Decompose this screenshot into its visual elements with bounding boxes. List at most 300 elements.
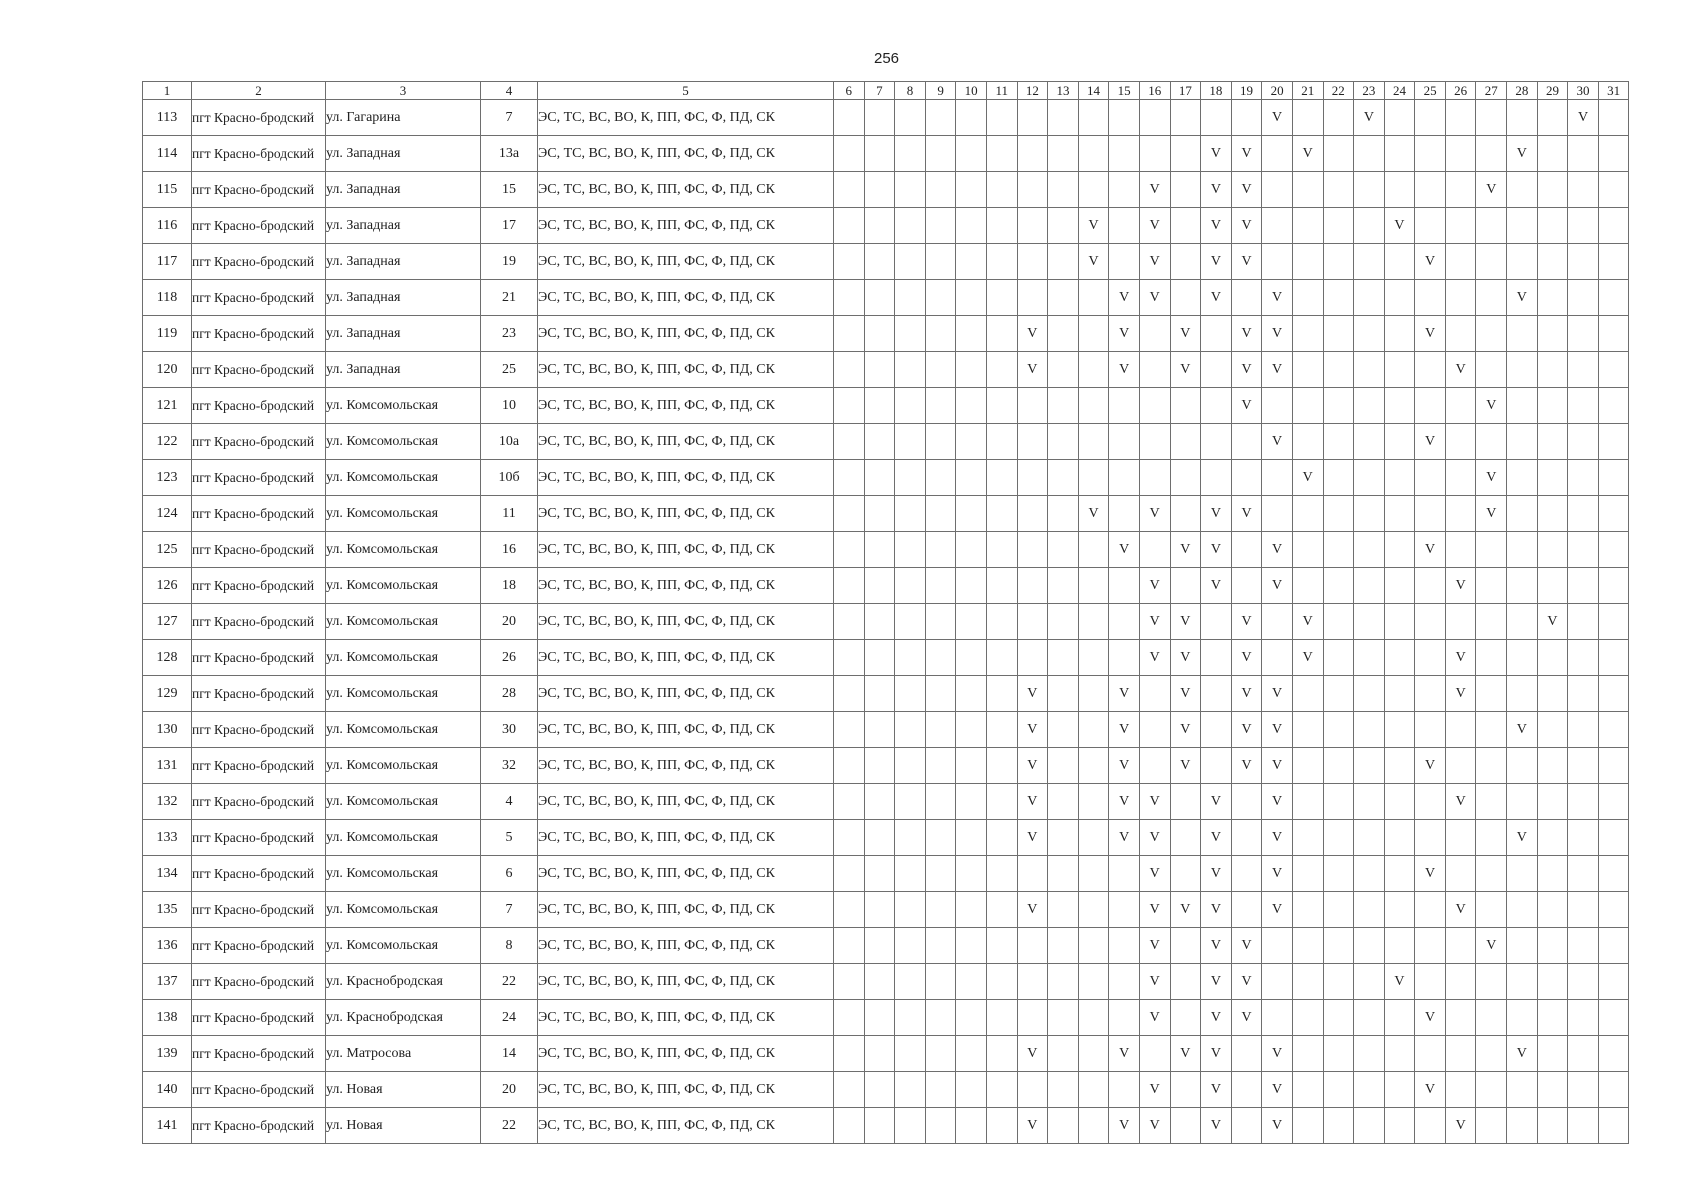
house-number-cell: 19 <box>481 244 538 280</box>
empty-cell <box>1292 532 1323 568</box>
empty-cell <box>1170 388 1201 424</box>
table-row <box>143 640 1629 676</box>
empty-cell <box>1476 532 1507 568</box>
empty-cell <box>1078 1000 1109 1036</box>
empty-cell <box>834 244 865 280</box>
empty-cell <box>1507 784 1538 820</box>
column-header-19: 19 <box>1231 82 1262 100</box>
empty-cell <box>1354 1072 1385 1108</box>
empty-cell <box>1537 136 1568 172</box>
empty-cell <box>1476 352 1507 388</box>
empty-cell <box>1139 100 1170 136</box>
check-mark: V <box>1415 856 1446 892</box>
house-number-cell: 14 <box>481 1036 538 1072</box>
empty-cell <box>1537 676 1568 712</box>
empty-cell <box>895 604 926 640</box>
street-cell: ул. Комсомольская <box>326 820 481 856</box>
empty-cell <box>1384 712 1415 748</box>
empty-cell <box>1384 1000 1415 1036</box>
empty-cell <box>1078 784 1109 820</box>
empty-cell <box>834 1108 865 1144</box>
check-mark: V <box>1415 1000 1446 1036</box>
table-row <box>143 1108 1629 1144</box>
services-cell: ЭС, ТС, ВС, ВО, К, ПП, ФС, Ф, ПД, СК <box>538 100 834 136</box>
column-header-20: 20 <box>1262 82 1293 100</box>
column-header-22: 22 <box>1323 82 1354 100</box>
empty-cell <box>1568 1108 1599 1144</box>
empty-cell <box>1384 460 1415 496</box>
empty-cell <box>925 208 956 244</box>
house-number-cell: 22 <box>481 964 538 1000</box>
empty-cell <box>925 640 956 676</box>
empty-cell <box>895 892 926 928</box>
empty-cell <box>1262 928 1293 964</box>
empty-cell <box>1537 244 1568 280</box>
house-number-cell: 10б <box>481 460 538 496</box>
check-mark: V <box>1231 928 1262 964</box>
empty-cell <box>986 928 1017 964</box>
empty-cell <box>895 100 926 136</box>
empty-cell <box>1292 1000 1323 1036</box>
empty-cell <box>1598 640 1629 676</box>
street-cell: ул. Западная <box>326 352 481 388</box>
check-mark: V <box>1262 1072 1293 1108</box>
row-number: 131 <box>143 748 192 784</box>
check-mark: V <box>1476 172 1507 208</box>
empty-cell <box>1017 208 1048 244</box>
row-number: 136 <box>143 928 192 964</box>
empty-cell <box>1598 1000 1629 1036</box>
check-mark: V <box>1139 1072 1170 1108</box>
empty-cell <box>956 820 987 856</box>
empty-cell <box>864 280 895 316</box>
empty-cell <box>1078 712 1109 748</box>
settlement-cell: пгт Красно-бродский <box>192 352 326 388</box>
empty-cell <box>1231 280 1262 316</box>
empty-cell <box>1017 424 1048 460</box>
empty-cell <box>1139 1036 1170 1072</box>
table-row <box>143 496 1629 532</box>
check-mark: V <box>1078 208 1109 244</box>
empty-cell <box>1292 676 1323 712</box>
row-number: 113 <box>143 100 192 136</box>
row-number: 116 <box>143 208 192 244</box>
empty-cell <box>956 532 987 568</box>
empty-cell <box>956 1000 987 1036</box>
empty-cell <box>1017 604 1048 640</box>
street-cell: ул. Западная <box>326 244 481 280</box>
check-mark: V <box>1415 748 1446 784</box>
empty-cell <box>1537 640 1568 676</box>
empty-cell <box>1323 280 1354 316</box>
empty-cell <box>1078 532 1109 568</box>
check-mark: V <box>1170 676 1201 712</box>
check-mark: V <box>1017 316 1048 352</box>
empty-cell <box>1507 856 1538 892</box>
empty-cell <box>986 316 1017 352</box>
check-mark: V <box>1109 820 1140 856</box>
empty-cell <box>1109 604 1140 640</box>
row-number: 121 <box>143 388 192 424</box>
empty-cell <box>864 784 895 820</box>
empty-cell <box>1568 784 1599 820</box>
empty-cell <box>1078 100 1109 136</box>
empty-cell <box>1598 244 1629 280</box>
empty-cell <box>1354 748 1385 784</box>
table-row <box>143 856 1629 892</box>
check-mark: V <box>1109 712 1140 748</box>
empty-cell <box>864 568 895 604</box>
empty-cell <box>1568 928 1599 964</box>
empty-cell <box>864 352 895 388</box>
check-mark: V <box>1109 676 1140 712</box>
row-number: 133 <box>143 820 192 856</box>
empty-cell <box>1170 496 1201 532</box>
empty-cell <box>1078 460 1109 496</box>
empty-cell <box>1445 1000 1476 1036</box>
empty-cell <box>1262 136 1293 172</box>
empty-cell <box>1568 172 1599 208</box>
house-number-cell: 4 <box>481 784 538 820</box>
services-cell: ЭС, ТС, ВС, ВО, К, ПП, ФС, Ф, ПД, СК <box>538 964 834 1000</box>
settlement-cell: пгт Красно-бродский <box>192 676 326 712</box>
empty-cell <box>1017 1072 1048 1108</box>
check-mark: V <box>1170 712 1201 748</box>
empty-cell <box>895 424 926 460</box>
empty-cell <box>1568 604 1599 640</box>
empty-cell <box>895 928 926 964</box>
house-number-cell: 25 <box>481 352 538 388</box>
empty-cell <box>925 244 956 280</box>
settlement-cell: пгт Красно-бродский <box>192 568 326 604</box>
empty-cell <box>1139 316 1170 352</box>
services-cell: ЭС, ТС, ВС, ВО, К, ПП, ФС, Ф, ПД, СК <box>538 640 834 676</box>
check-mark: V <box>1262 532 1293 568</box>
empty-cell <box>1384 244 1415 280</box>
empty-cell <box>1323 892 1354 928</box>
column-header-30: 30 <box>1568 82 1599 100</box>
empty-cell <box>925 676 956 712</box>
empty-cell <box>1231 784 1262 820</box>
empty-cell <box>1078 316 1109 352</box>
row-number: 118 <box>143 280 192 316</box>
empty-cell <box>1384 604 1415 640</box>
empty-cell <box>1415 928 1446 964</box>
empty-cell <box>1262 1000 1293 1036</box>
empty-cell <box>986 1072 1017 1108</box>
column-header-29: 29 <box>1537 82 1568 100</box>
empty-cell <box>834 928 865 964</box>
check-mark: V <box>1292 460 1323 496</box>
empty-cell <box>1078 604 1109 640</box>
empty-cell <box>1231 856 1262 892</box>
empty-cell <box>1201 100 1232 136</box>
services-cell: ЭС, ТС, ВС, ВО, К, ПП, ФС, Ф, ПД, СК <box>538 784 834 820</box>
empty-cell <box>864 856 895 892</box>
empty-cell <box>895 208 926 244</box>
empty-cell <box>1415 712 1446 748</box>
empty-cell <box>1598 1108 1629 1144</box>
empty-cell <box>1568 568 1599 604</box>
empty-cell <box>1507 352 1538 388</box>
check-mark: V <box>1476 928 1507 964</box>
empty-cell <box>1323 208 1354 244</box>
empty-cell <box>925 892 956 928</box>
empty-cell <box>1323 712 1354 748</box>
settlement-cell: пгт Красно-бродский <box>192 388 326 424</box>
empty-cell <box>986 280 1017 316</box>
services-cell: ЭС, ТС, ВС, ВО, К, ПП, ФС, Ф, ПД, СК <box>538 1108 834 1144</box>
empty-cell <box>1476 712 1507 748</box>
check-mark: V <box>1231 208 1262 244</box>
empty-cell <box>1598 280 1629 316</box>
empty-cell <box>1445 820 1476 856</box>
services-cell: ЭС, ТС, ВС, ВО, К, ПП, ФС, Ф, ПД, СК <box>538 604 834 640</box>
row-number: 137 <box>143 964 192 1000</box>
street-cell: ул. Матросова <box>326 1036 481 1072</box>
empty-cell <box>1415 676 1446 712</box>
empty-cell <box>1231 424 1262 460</box>
check-mark: V <box>1445 352 1476 388</box>
empty-cell <box>1048 172 1079 208</box>
empty-cell <box>1109 964 1140 1000</box>
empty-cell <box>1323 1000 1354 1036</box>
empty-cell <box>1354 244 1385 280</box>
house-number-cell: 16 <box>481 532 538 568</box>
check-mark: V <box>1231 676 1262 712</box>
empty-cell <box>925 1000 956 1036</box>
empty-cell <box>956 424 987 460</box>
services-cell: ЭС, ТС, ВС, ВО, К, ПП, ФС, Ф, ПД, СК <box>538 748 834 784</box>
empty-cell <box>1078 568 1109 604</box>
check-mark: V <box>1262 100 1293 136</box>
empty-cell <box>1354 640 1385 676</box>
check-mark: V <box>1109 532 1140 568</box>
empty-cell <box>1476 244 1507 280</box>
check-mark: V <box>1231 712 1262 748</box>
empty-cell <box>1354 388 1385 424</box>
empty-cell <box>925 460 956 496</box>
empty-cell <box>1415 604 1446 640</box>
empty-cell <box>1354 460 1385 496</box>
table-row <box>143 352 1629 388</box>
empty-cell <box>1017 964 1048 1000</box>
empty-cell <box>1568 424 1599 460</box>
empty-cell <box>1476 856 1507 892</box>
empty-cell <box>1139 532 1170 568</box>
empty-cell <box>1598 1036 1629 1072</box>
empty-cell <box>1598 172 1629 208</box>
check-mark: V <box>1201 280 1232 316</box>
empty-cell <box>895 244 926 280</box>
empty-cell <box>1323 460 1354 496</box>
empty-cell <box>1048 568 1079 604</box>
empty-cell <box>925 928 956 964</box>
empty-cell <box>1078 640 1109 676</box>
check-mark: V <box>1139 496 1170 532</box>
empty-cell <box>895 784 926 820</box>
empty-cell <box>1048 964 1079 1000</box>
settlement-cell: пгт Красно-бродский <box>192 712 326 748</box>
check-mark: V <box>1231 640 1262 676</box>
empty-cell <box>1445 964 1476 1000</box>
empty-cell <box>895 460 926 496</box>
empty-cell <box>1476 640 1507 676</box>
services-cell: ЭС, ТС, ВС, ВО, К, ПП, ФС, Ф, ПД, СК <box>538 352 834 388</box>
empty-cell <box>1384 856 1415 892</box>
empty-cell <box>1292 172 1323 208</box>
empty-cell <box>1354 568 1385 604</box>
empty-cell <box>1537 856 1568 892</box>
empty-cell <box>1323 748 1354 784</box>
services-cell: ЭС, ТС, ВС, ВО, К, ПП, ФС, Ф, ПД, СК <box>538 388 834 424</box>
empty-cell <box>1109 100 1140 136</box>
empty-cell <box>1445 496 1476 532</box>
empty-cell <box>1323 964 1354 1000</box>
check-mark: V <box>1262 280 1293 316</box>
check-mark: V <box>1476 388 1507 424</box>
empty-cell <box>925 964 956 1000</box>
empty-cell <box>1507 928 1538 964</box>
row-number: 134 <box>143 856 192 892</box>
empty-cell <box>1231 460 1262 496</box>
empty-cell <box>1568 532 1599 568</box>
empty-cell <box>1415 1108 1446 1144</box>
empty-cell <box>1170 1108 1201 1144</box>
house-number-cell: 21 <box>481 280 538 316</box>
empty-cell <box>895 748 926 784</box>
house-number-cell: 17 <box>481 208 538 244</box>
empty-cell <box>1537 100 1568 136</box>
empty-cell <box>1292 748 1323 784</box>
check-mark: V <box>1201 172 1232 208</box>
empty-cell <box>956 640 987 676</box>
empty-cell <box>1292 316 1323 352</box>
empty-cell <box>1476 1108 1507 1144</box>
empty-cell <box>1507 604 1538 640</box>
empty-cell <box>1048 280 1079 316</box>
empty-cell <box>834 1072 865 1108</box>
empty-cell <box>1354 892 1385 928</box>
empty-cell <box>956 496 987 532</box>
empty-cell <box>1537 928 1568 964</box>
empty-cell <box>925 496 956 532</box>
empty-cell <box>1507 208 1538 244</box>
empty-cell <box>1262 172 1293 208</box>
check-mark: V <box>1017 784 1048 820</box>
empty-cell <box>1476 316 1507 352</box>
empty-cell <box>1292 1108 1323 1144</box>
empty-cell <box>1292 892 1323 928</box>
empty-cell <box>1078 388 1109 424</box>
check-mark: V <box>1139 892 1170 928</box>
empty-cell <box>864 1108 895 1144</box>
empty-cell <box>986 892 1017 928</box>
empty-cell <box>1476 1000 1507 1036</box>
row-number: 114 <box>143 136 192 172</box>
check-mark: V <box>1384 964 1415 1000</box>
check-mark: V <box>1078 496 1109 532</box>
empty-cell <box>1292 280 1323 316</box>
empty-cell <box>1507 892 1538 928</box>
empty-cell <box>1354 172 1385 208</box>
check-mark: V <box>1201 244 1232 280</box>
empty-cell <box>834 172 865 208</box>
empty-cell <box>956 352 987 388</box>
empty-cell <box>895 388 926 424</box>
empty-cell <box>1323 100 1354 136</box>
empty-cell <box>1415 784 1446 820</box>
empty-cell <box>986 676 1017 712</box>
empty-cell <box>1598 604 1629 640</box>
street-cell: ул. Комсомольская <box>326 676 481 712</box>
empty-cell <box>1507 532 1538 568</box>
empty-cell <box>1598 352 1629 388</box>
empty-cell <box>1078 964 1109 1000</box>
empty-cell <box>1384 892 1415 928</box>
empty-cell <box>1017 100 1048 136</box>
table-row <box>143 280 1629 316</box>
empty-cell <box>956 1036 987 1072</box>
empty-cell <box>1415 388 1446 424</box>
empty-cell <box>1354 820 1385 856</box>
house-number-cell: 8 <box>481 928 538 964</box>
empty-cell <box>1384 352 1415 388</box>
empty-cell <box>1507 244 1538 280</box>
settlement-cell: пгт Красно-бродский <box>192 964 326 1000</box>
check-mark: V <box>1017 712 1048 748</box>
empty-cell <box>1445 928 1476 964</box>
empty-cell <box>1568 316 1599 352</box>
empty-cell <box>1170 568 1201 604</box>
empty-cell <box>986 856 1017 892</box>
empty-cell <box>1415 136 1446 172</box>
empty-cell <box>1537 1108 1568 1144</box>
empty-cell <box>1017 496 1048 532</box>
column-header-10: 10 <box>956 82 987 100</box>
empty-cell <box>1323 1072 1354 1108</box>
empty-cell <box>1384 388 1415 424</box>
empty-cell <box>1568 964 1599 1000</box>
empty-cell <box>1537 784 1568 820</box>
empty-cell <box>1048 316 1079 352</box>
empty-cell <box>1476 784 1507 820</box>
empty-cell <box>986 244 1017 280</box>
empty-cell <box>1262 388 1293 424</box>
check-mark: V <box>1170 1036 1201 1072</box>
empty-cell <box>1139 136 1170 172</box>
house-number-cell: 10 <box>481 388 538 424</box>
empty-cell <box>895 568 926 604</box>
empty-cell <box>1507 964 1538 1000</box>
empty-cell <box>834 532 865 568</box>
empty-cell <box>1323 820 1354 856</box>
empty-cell <box>986 136 1017 172</box>
empty-cell <box>986 532 1017 568</box>
check-mark: V <box>1109 280 1140 316</box>
empty-cell <box>1476 676 1507 712</box>
empty-cell <box>1139 460 1170 496</box>
empty-cell <box>864 244 895 280</box>
empty-cell <box>1048 640 1079 676</box>
empty-cell <box>986 712 1017 748</box>
empty-cell <box>1292 820 1323 856</box>
empty-cell <box>1384 172 1415 208</box>
row-number: 120 <box>143 352 192 388</box>
empty-cell <box>1017 568 1048 604</box>
empty-cell <box>1292 712 1323 748</box>
empty-cell <box>1537 316 1568 352</box>
